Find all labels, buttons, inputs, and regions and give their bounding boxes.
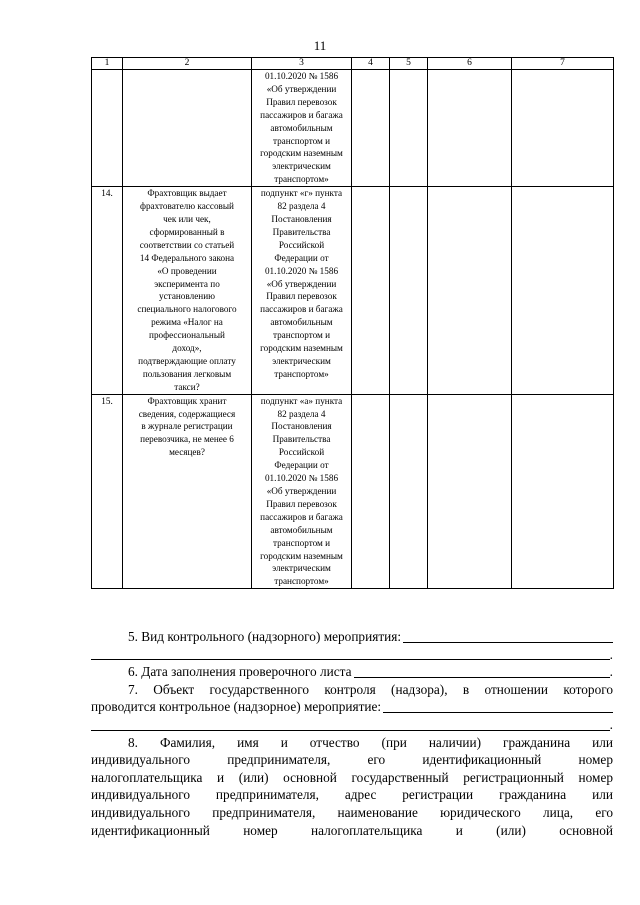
answer-na-cell[interactable] [428, 394, 512, 589]
fill-date-field[interactable] [354, 677, 610, 678]
legal-reference: 01.10.2020 № 1586 «Об утверждении Правил перевозок пассажиров и багажа автомобильным транспортом и городским наземным электрическим транспортом» [252, 70, 352, 187]
item-8-text: 8. Фамилия, имя и отчество (при наличии) гражданина или [128, 734, 613, 750]
row-number: 14. [92, 187, 123, 395]
inspection-type-field[interactable] [403, 642, 613, 643]
item-7-label-continued: проводится контрольное (надзорное) мероприятие: [91, 699, 382, 715]
note-cell[interactable] [512, 70, 614, 187]
requirement-question [123, 70, 252, 187]
item-7-line-2 [91, 698, 613, 716]
requirement-question: Фрахтовщик выдает фрахтователю кассовый чек или чек, сформированный в соответствии со статьей 14 Федерального закона «О проведении эксперимента по установлению специального налогового режима «Налог на профессиональный доход», подтверждающие оплату пользования легковым такси? [123, 187, 252, 395]
column-header: 6 [428, 58, 512, 70]
column-header: 5 [390, 58, 428, 70]
answer-yes-cell[interactable] [352, 394, 390, 589]
answer-na-cell[interactable] [428, 70, 512, 187]
page-number: 11 [313, 38, 327, 53]
item-5-continuation: . [91, 646, 613, 664]
row-number: 15. [92, 394, 123, 589]
column-header: 3 [252, 58, 352, 70]
item-8-text: идентификационный номер налогоплательщика и (или) основной [91, 822, 613, 838]
column-header: 7 [512, 58, 614, 70]
item-7-label: 7. Объект государственного контроля (надзора), в отношении которого [128, 681, 613, 697]
item-8-line-6 [91, 822, 613, 840]
column-header: 2 [123, 58, 252, 70]
answer-yes-cell[interactable] [352, 70, 390, 187]
checklist-table [91, 57, 614, 589]
row-number [92, 70, 123, 187]
table-row [92, 394, 614, 589]
answer-no-cell[interactable] [390, 187, 428, 395]
item-5-label: 5. Вид контрольного (надзорного) мероприятия: [128, 629, 402, 644]
note-cell[interactable] [512, 187, 614, 395]
item-8-line-5 [91, 804, 613, 822]
item-8-text: индивидуального предпринимателя, его идентификационный номер [91, 752, 613, 768]
table-row [92, 70, 614, 187]
column-header: 1 [92, 58, 123, 70]
answer-no-cell[interactable] [390, 70, 428, 187]
item-8-text: индивидуального предпринимателя, адрес регистрации гражданина или [91, 787, 613, 803]
legal-reference: подпункт «а» пункта 82 раздела 4 Постановления Правительства Российской Федерации от 01.10.2020 № 1586 «Об утверждении Правил перевозок пассажиров и багажа автомобильным транспортом и городским наземным электрическим транспортом» [252, 394, 352, 589]
inspection-type-field-continued[interactable] [91, 659, 610, 660]
item-8-text: налогоплательщика и (или) основной государственный регистрационный номер [91, 769, 613, 785]
item-5-line [91, 628, 613, 646]
item-8-line-3 [91, 769, 613, 787]
form-fields [91, 628, 613, 839]
column-header: 4 [352, 58, 390, 70]
note-cell[interactable] [512, 394, 614, 589]
requirement-question: Фрахтовщик хранит сведения, содержащиеся в журнале регистрации перевозчика, не менее 6 месяцев? [123, 394, 252, 589]
table-header-row [92, 58, 614, 70]
item-8-text: индивидуального предпринимателя, наименование юридического лица, его [91, 804, 613, 820]
answer-na-cell[interactable] [428, 187, 512, 395]
table-row [92, 187, 614, 395]
answer-no-cell[interactable] [390, 394, 428, 589]
item-8-line-2 [91, 751, 613, 769]
item-7-line-1 [91, 681, 613, 699]
item-8-line-4 [91, 786, 613, 804]
item-6-line: 6. Дата заполнения проверочного листа . [128, 664, 613, 680]
control-object-field[interactable] [383, 712, 613, 713]
control-object-field-continued[interactable] [91, 730, 610, 731]
item-6-label: 6. Дата заполнения проверочного листа [128, 664, 352, 680]
answer-yes-cell[interactable] [352, 187, 390, 395]
item-8-line-1 [91, 734, 613, 752]
legal-reference: подпункт «г» пункта 82 раздела 4 Постановления Правительства Российской Федерации от 01.10.2020 № 1586 «Об утверждении Правил перевозок пассажиров и багажа автомобильным транспортом и городским наземным электрическим транспортом» [252, 187, 352, 395]
item-7-continuation: . [91, 716, 613, 734]
